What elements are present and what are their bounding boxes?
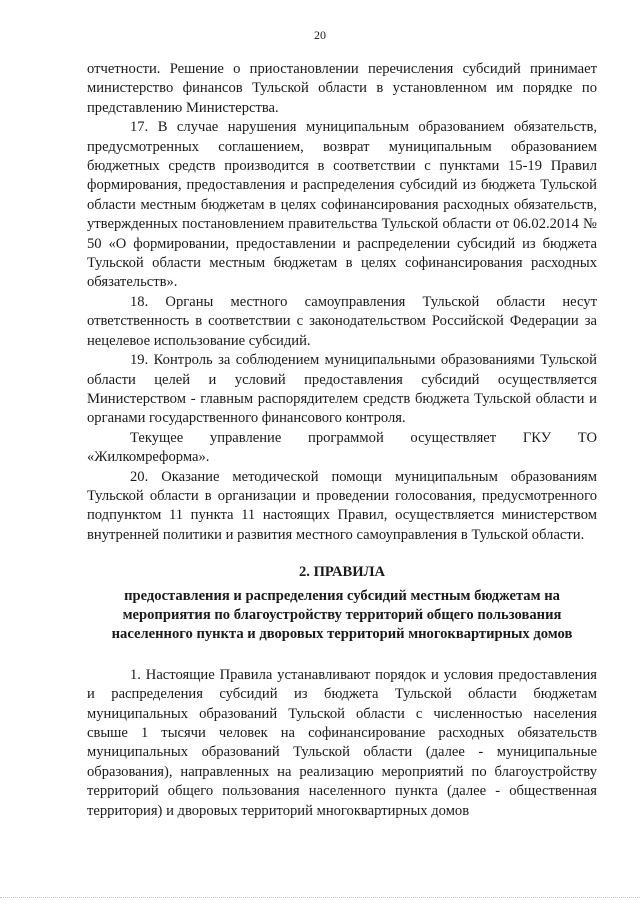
paragraph-20: 20. Оказание методической помощи муниципальным образованиям Тульской области в организации и проведении голосования, предусмотренного подпунктом 11 пункта 11 настоящих Правил, осуществляется министерством внутренней политики и развития местного самоуправления в Тульской области. (87, 468, 597, 543)
document-body (87, 60, 597, 821)
paragraph-rules-1: 1. Настоящие Правила устанавливают порядок и условия предоставления и распределения субсидий из бюджета Тульской области бюджетам муниципальных образований Тульской области с численностью населения свыше 1 тысячи человек на софинансирование расходных обязательств муниципальных образований Тульской области (далее - муниципальные образования), направленных на реализацию мероприятий по благоустройству территорий общего пользования населенного пункта (далее - общественная территория) и дворовых территорий многоквартирных домов (87, 666, 597, 819)
page-number: 20 (314, 28, 326, 42)
scan-edge-artifact (0, 897, 640, 902)
paragraph-management: Текущее управление программой осуществляет ГКУ ТО «Жилкомреформа». (87, 429, 597, 466)
paragraph-17: 17. В случае нарушения муниципальным образованием обязательств, предусмотренных соглашением, возврат муниципальным образованием бюджетных средств производится в соответствии с пунктами 15-19 Правил формирования, предоставления и распределения субсидий из бюджета Тульской области местным бюджетам в целях софинансирования расходных обязательств, утвержденных постановлением правительства Тульской области от 06.02.2014 № 50 «О формировании, предоставлении и распределении субсидий из бюджета Тульской области местным бюджетам в целях софинансирования расходных обязательств». (87, 119, 597, 291)
paragraph-18: 18. Органы местного самоуправления Тульской области несут ответственность в соответствии с законодательством Российской Федерации за нецелевое использование субсидий. (87, 293, 597, 349)
spacer (87, 645, 597, 666)
section-title: 2. ПРАВИЛА (298, 564, 386, 581)
paragraph-continuation: отчетности. Решение о приостановлении перечисления субсидий принимает министерство финансов Тульской области в установленном им порядке по представлению Министерства. (87, 61, 597, 116)
section-subtitle: предоставления и распределения субсидий местным бюджетам на мероприятия по благоустройству территорий общего пользования населенного пункта и дворовых территорий многоквартирных домов (111, 587, 573, 643)
paragraph-19: 19. Контроль за соблюдением муниципальными образованиями Тульской области целей и условий предоставления субсидий осуществляется Министерством - главным распорядителем средств бюджета Тульской области и органами государственного финансового контроля. (87, 352, 597, 427)
